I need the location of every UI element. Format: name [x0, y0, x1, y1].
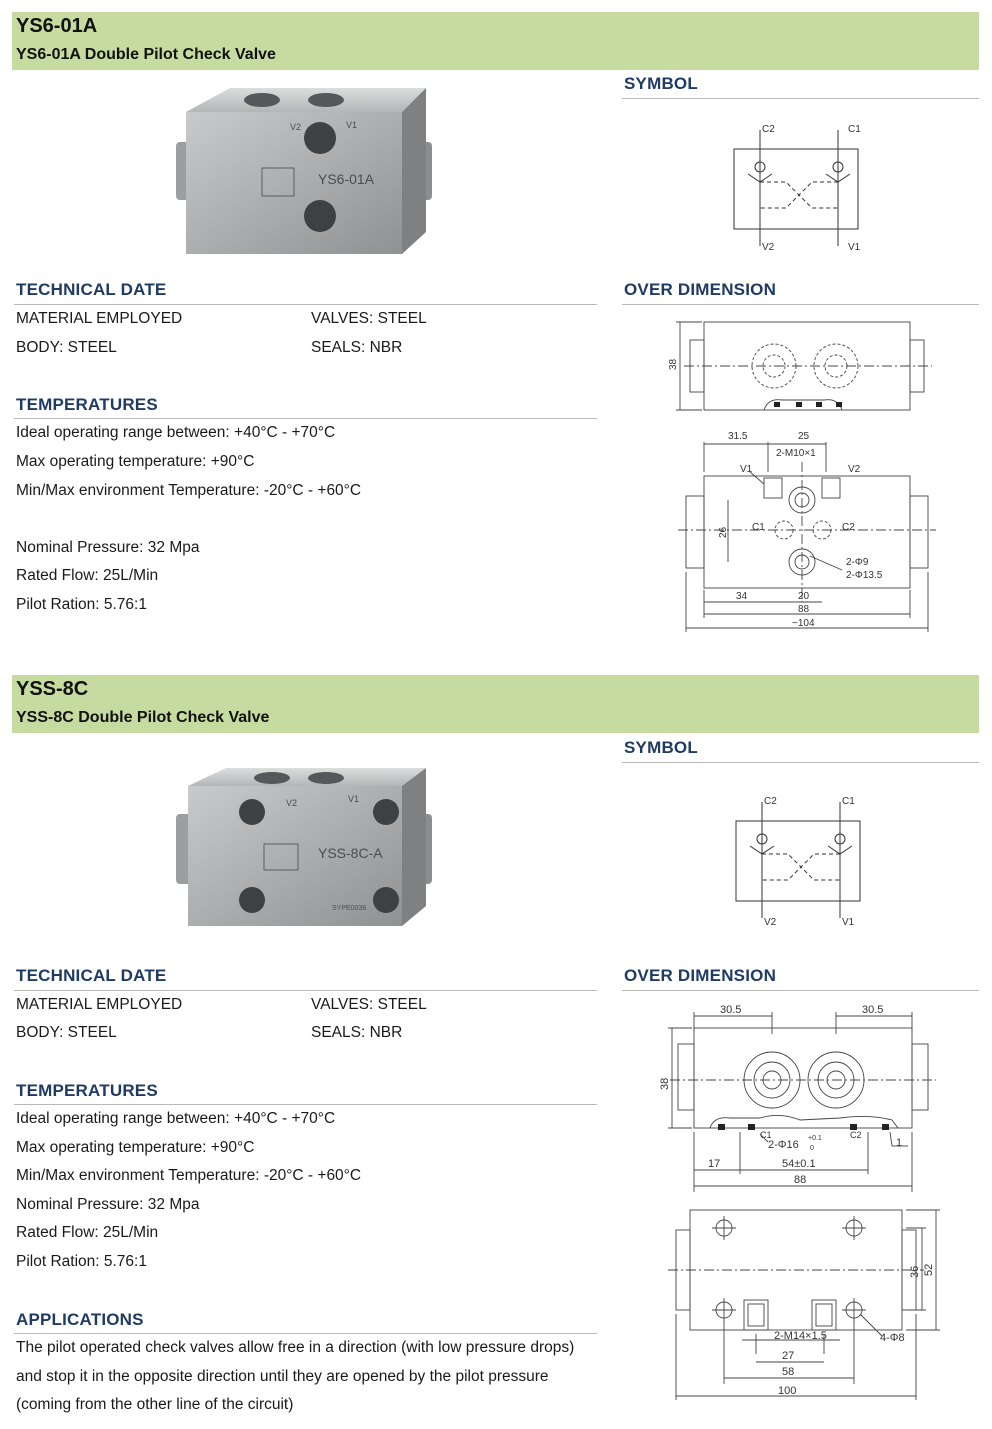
dimension-label: C1	[752, 522, 765, 533]
symbol-port-label: V1	[842, 917, 855, 928]
symbol-port-label: C1	[842, 796, 855, 807]
material-label: MATERIAL EMPLOYED	[16, 996, 183, 1013]
symbol-heading: SYMBOL	[624, 738, 698, 757]
spec-line: Pilot Ration: 5.76:1	[16, 596, 147, 613]
dimension-label: 25	[798, 431, 810, 442]
applications-heading: APPLICATIONS	[16, 1310, 144, 1329]
dimension-label: 2-Φ9	[846, 557, 869, 568]
seals-value: SEALS: NBR	[311, 1024, 403, 1041]
dimension-label: 1	[896, 1137, 903, 1149]
dimension-label: 52	[923, 1263, 935, 1276]
dimension-label: ~104	[792, 618, 815, 629]
temperature-line: Min/Max environment Temperature: -20°C - +60°C	[16, 1167, 362, 1184]
dimension-heading: OVER DIMENSION	[624, 966, 777, 985]
spec-line: Nominal Pressure: 32 Mpa	[16, 539, 200, 556]
product-title: YS6-01A Double Pilot Check Valve	[16, 46, 276, 63]
divider	[622, 98, 979, 99]
technical-heading: TECHNICAL DATE	[16, 280, 167, 299]
photo-model-label: YSS-8C-A	[318, 845, 383, 861]
technical-heading: TECHNICAL DATE	[16, 966, 167, 985]
dimension-label: 4-Φ8	[880, 1332, 905, 1344]
divider	[622, 762, 979, 763]
symbol-port-label: V2	[764, 917, 777, 928]
temperatures-heading: TEMPERATURES	[16, 1081, 158, 1100]
symbol-port-label: C2	[764, 796, 777, 807]
symbol-port-label: C2	[762, 124, 775, 135]
symbol-port-label: V2	[762, 242, 775, 253]
dimension-label: 27	[782, 1350, 795, 1362]
seals-value: SEALS: NBR	[311, 339, 403, 356]
photo-serial-label: SYPE0036	[332, 905, 367, 912]
dimension-label: V1	[740, 464, 753, 475]
dimension-label: 34	[736, 591, 748, 602]
dimension-drawing	[650, 998, 950, 1404]
body-value: BODY: STEEL	[16, 1024, 117, 1041]
dimension-label: 54±0.1	[782, 1158, 816, 1170]
dimension-label: 17	[708, 1158, 721, 1170]
applications-text: The pilot operated check valves allow free in a direction (with low pressure drops) and stop it in the opposite direction until they are opened by the pilot pressure (coming from the other line of the circuit)	[16, 1339, 575, 1413]
dimension-label: 26	[718, 526, 729, 538]
photo-port-label: V1	[346, 120, 358, 130]
symbol-heading: SYMBOL	[624, 74, 698, 93]
spec-line: Rated Flow: 25L/Min	[16, 1224, 159, 1241]
symbol-port-label: C1	[848, 124, 861, 135]
photo-port-label: V2	[290, 122, 302, 132]
photo-port-label: V2	[286, 798, 298, 808]
dimension-label: 0	[810, 1145, 814, 1152]
temperature-line: Ideal operating range between: +40°C - +70°C	[16, 424, 336, 441]
divider	[14, 304, 597, 305]
dimension-label: C2	[850, 1130, 862, 1140]
hydraulic-symbol	[726, 116, 876, 258]
dimension-label: 38	[659, 1077, 671, 1090]
photo-model-label: YS6-01A	[318, 171, 375, 187]
dimension-label: 2-M14×1.5	[774, 1330, 827, 1342]
dimension-label: C1	[760, 1130, 772, 1140]
body-value: BODY: STEEL	[16, 339, 117, 356]
temperature-line: Max operating temperature: +90°C	[16, 453, 255, 470]
dimension-label: +0.1	[808, 1135, 822, 1142]
dimension-label: 38	[668, 358, 679, 370]
symbol-port-label: V1	[848, 242, 861, 253]
divider	[622, 990, 979, 991]
dimension-label: 30.5	[862, 1004, 884, 1016]
dimension-drawing	[664, 312, 954, 638]
dimension-heading: OVER DIMENSION	[624, 280, 777, 299]
dimension-label: 2-M10×1	[776, 448, 816, 459]
product-code: YSS-8C	[16, 678, 89, 700]
product-photo	[176, 766, 436, 928]
spec-line: Rated Flow: 25L/Min	[16, 567, 159, 584]
photo-port-label: V1	[348, 794, 360, 804]
temperature-line: Max operating temperature: +90°C	[16, 1139, 255, 1156]
valves-value: VALVES: STEEL	[311, 996, 427, 1013]
dimension-label: 88	[798, 604, 810, 615]
spec-line: Nominal Pressure: 32 Mpa	[16, 1196, 200, 1213]
temperature-line: Ideal operating range between: +40°C - +70°C	[16, 1110, 336, 1127]
dimension-label: 100	[778, 1385, 797, 1397]
dimension-label: 58	[782, 1366, 795, 1378]
dimension-label: 88	[794, 1174, 807, 1186]
hydraulic-symbol	[728, 788, 878, 930]
product-header-band	[12, 675, 979, 733]
dimension-label: 2-Φ16	[768, 1139, 799, 1151]
material-label: MATERIAL EMPLOYED	[16, 310, 183, 327]
temperature-line: Min/Max environment Temperature: -20°C - +60°C	[16, 482, 362, 499]
dimension-label: C2	[842, 522, 855, 533]
product-header-band	[12, 12, 979, 70]
dimension-label: 36	[909, 1265, 921, 1278]
divider	[14, 1104, 597, 1105]
product-code: YS6-01A	[16, 15, 98, 37]
product-title: YSS-8C Double Pilot Check Valve	[16, 709, 270, 726]
temperatures-heading: TEMPERATURES	[16, 395, 158, 414]
dimension-label: 20	[798, 591, 810, 602]
dimension-label: 2-Φ13.5	[846, 570, 883, 581]
dimension-label: V2	[848, 464, 861, 475]
spec-line: Pilot Ration: 5.76:1	[16, 1253, 147, 1270]
product-photo	[176, 84, 436, 260]
dimension-label: 30.5	[720, 1004, 742, 1016]
divider	[14, 418, 597, 419]
divider	[622, 304, 979, 305]
dimension-label: 31.5	[728, 431, 748, 442]
valves-value: VALVES: STEEL	[311, 310, 427, 327]
divider	[14, 990, 597, 991]
